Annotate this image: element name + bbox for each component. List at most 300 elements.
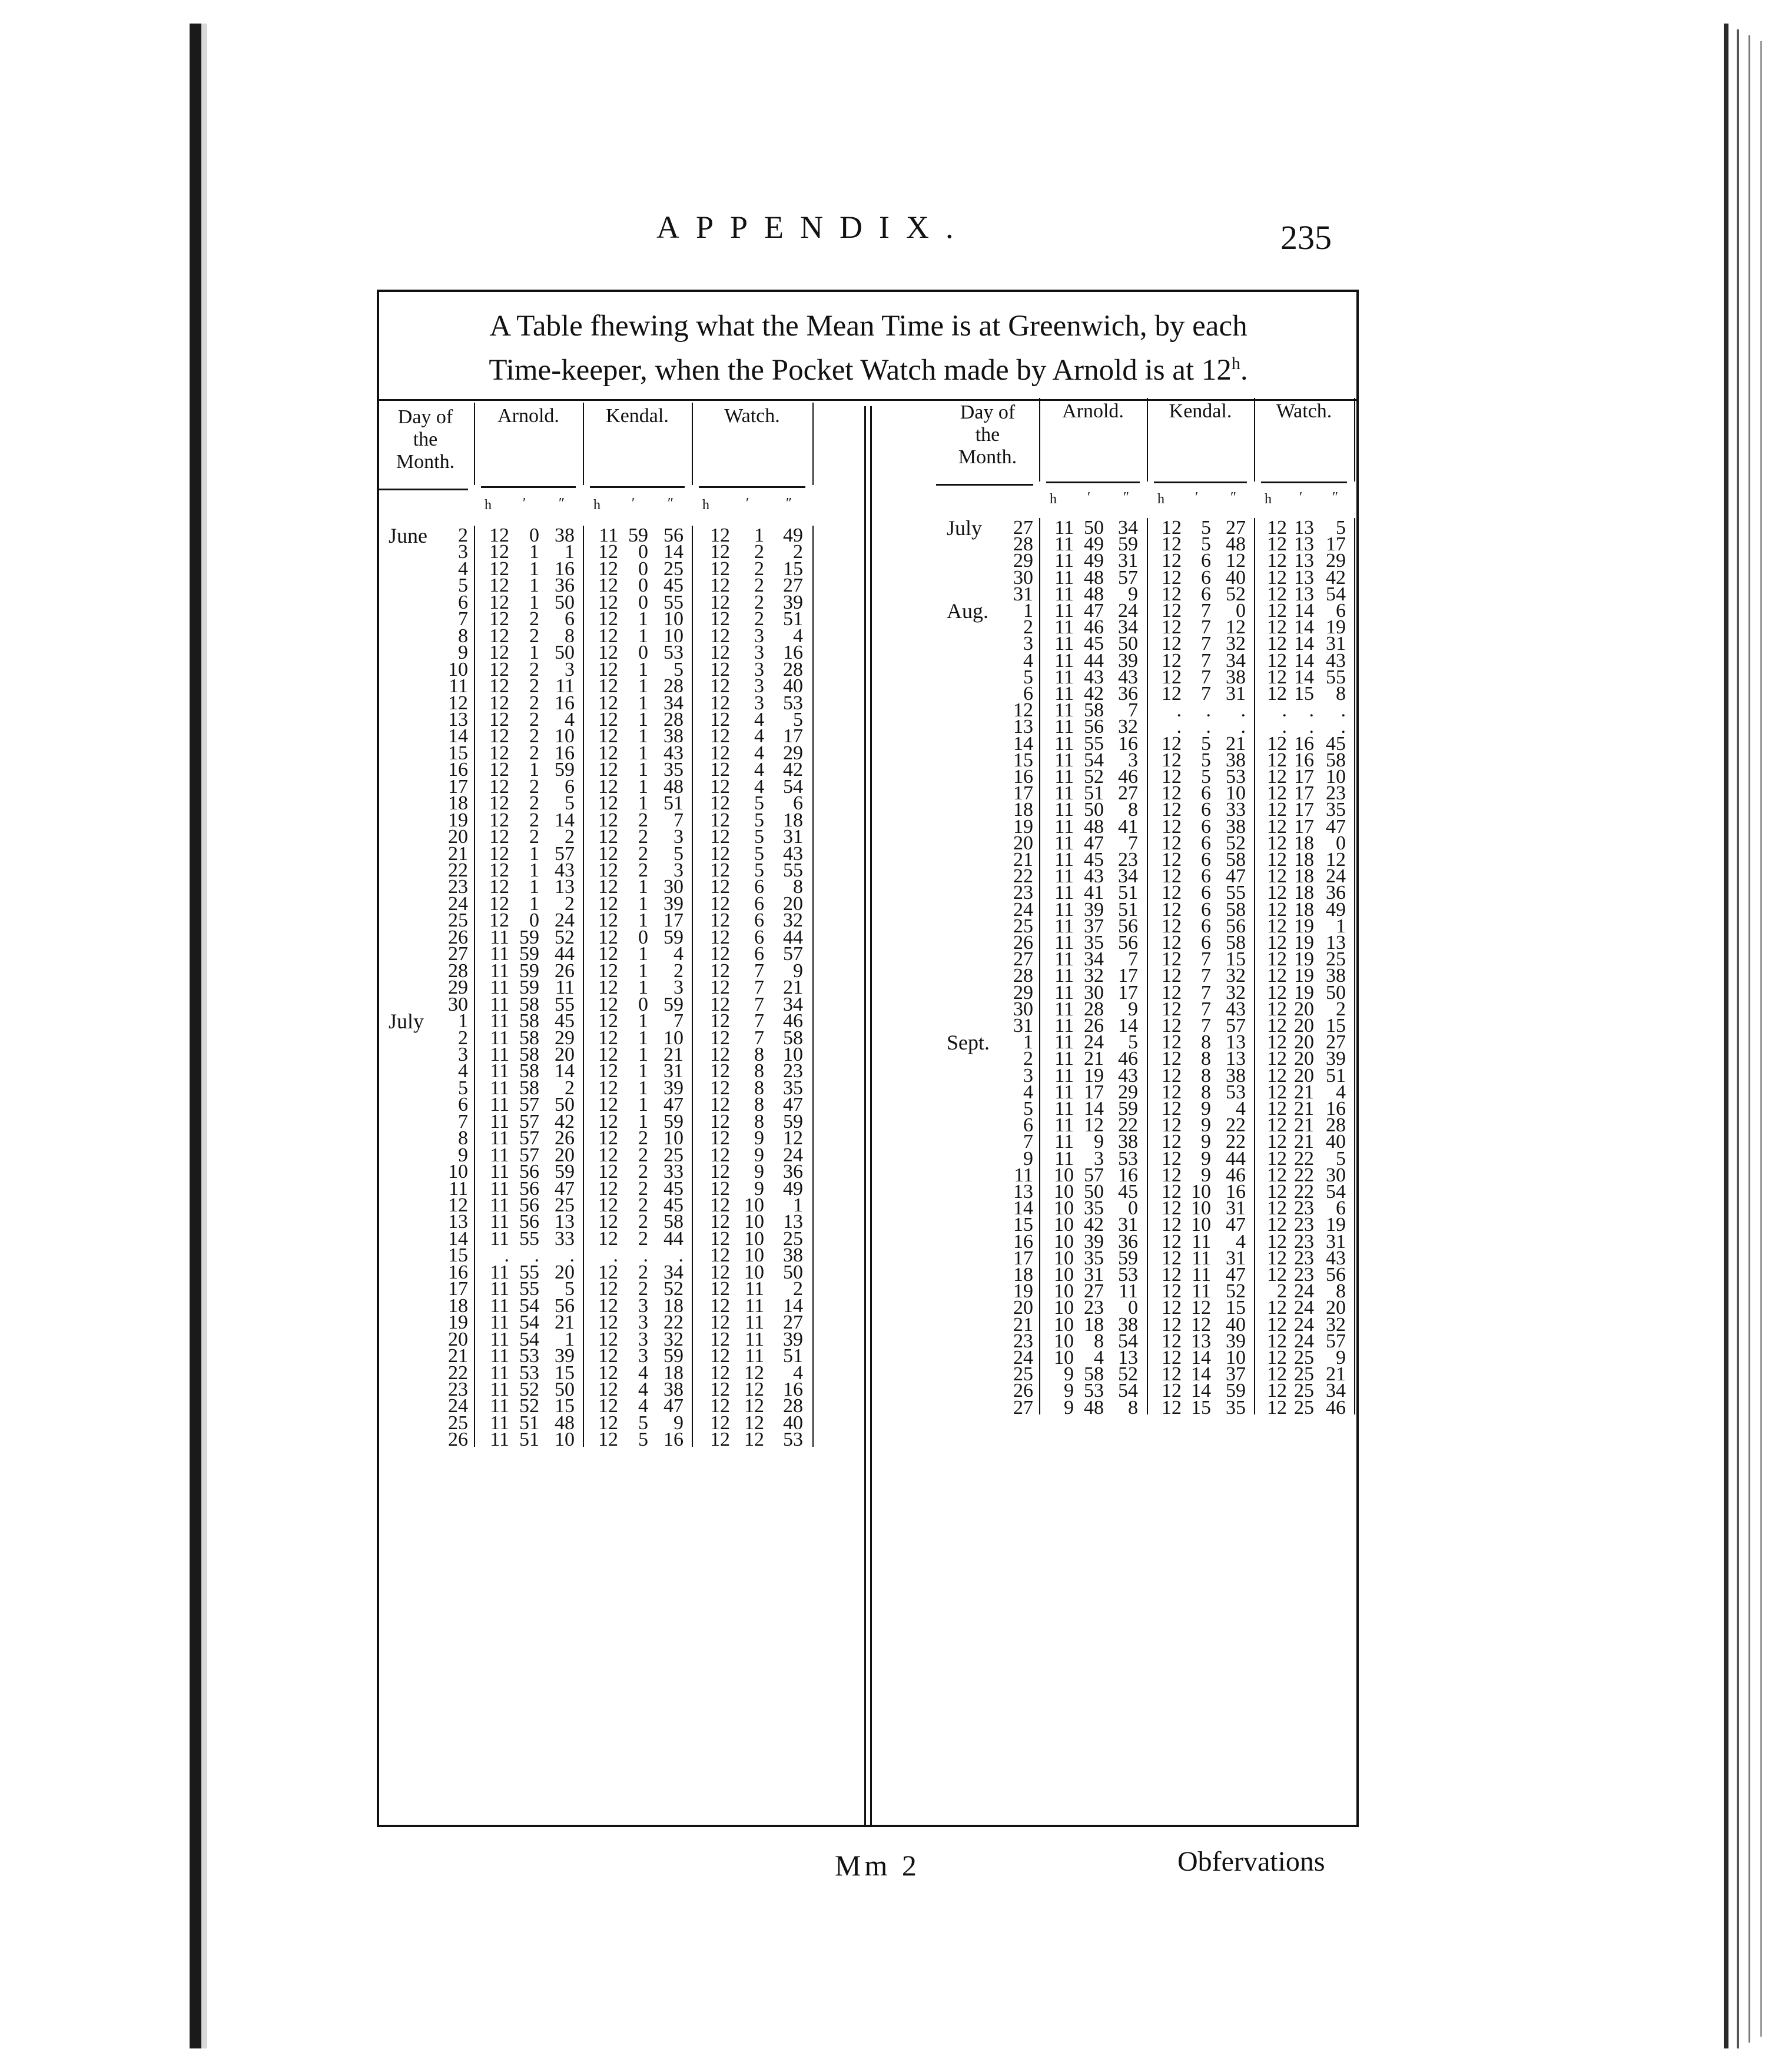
minutes-value: 10 [1191, 1214, 1211, 1236]
seconds-value: 56 [555, 1295, 575, 1317]
minutes-value: 34 [1084, 948, 1104, 970]
minutes-value: 58 [519, 1077, 539, 1099]
minutes-value: 7 [754, 1010, 764, 1032]
seconds-value: 3 [1128, 749, 1138, 771]
seconds-value: 1 [1336, 915, 1346, 937]
day-number: 31 [1013, 1015, 1033, 1037]
day-number: 21 [1013, 1314, 1033, 1336]
seconds-value: 18 [783, 809, 803, 831]
day-number: 29 [1013, 550, 1033, 572]
hours-value: 12 [1267, 1048, 1287, 1070]
hours-value: 12 [489, 792, 509, 814]
hours-value: 12 [1162, 1297, 1182, 1319]
hours-value: 12 [1162, 1330, 1182, 1352]
seconds-value: 56 [1118, 915, 1138, 937]
center-divider [864, 406, 866, 1826]
column-rule [590, 486, 685, 488]
minutes-value: 48 [1084, 567, 1104, 589]
minutes-value: 8 [754, 1094, 764, 1115]
minutes-unit-label: ′ [1087, 490, 1091, 505]
minutes-value: 1 [529, 558, 539, 580]
hours-value: 12 [598, 859, 618, 881]
hours-value: 12 [1162, 666, 1182, 688]
seconds-value: 54 [1326, 583, 1346, 605]
day-number: 31 [1013, 583, 1033, 605]
day-number: 18 [448, 792, 468, 814]
minutes-value: 16 [1294, 733, 1314, 755]
minutes-value: 1 [638, 742, 648, 764]
minutes-value: 20 [1294, 1031, 1314, 1053]
hours-value: 12 [598, 742, 618, 764]
seconds-value: 46 [783, 1010, 803, 1032]
hours-value: 10 [1054, 1164, 1074, 1186]
day-number: 21 [448, 843, 468, 865]
hours-value: 11 [1054, 1131, 1074, 1153]
minutes-value: 5 [754, 809, 764, 831]
minutes-value: 11 [745, 1295, 764, 1317]
minutes-value: 6 [1201, 932, 1211, 954]
seconds-value: . [1341, 716, 1346, 738]
minutes-value: 19 [1084, 1065, 1104, 1087]
minutes-value: 27 [1084, 1280, 1104, 1302]
hours-value: 12 [1162, 1314, 1182, 1336]
day-number: 14 [1013, 733, 1033, 755]
day-number: 18 [448, 1295, 468, 1317]
day-number: 14 [1013, 1197, 1033, 1219]
hours-value: 12 [1162, 932, 1182, 954]
minutes-value: 19 [1294, 948, 1314, 970]
minutes-value: 4 [1094, 1347, 1104, 1369]
minutes-value: 1 [638, 1060, 648, 1082]
minutes-value: 6 [1201, 782, 1211, 804]
hours-value: 11 [490, 994, 509, 1015]
minutes-value: 10 [744, 1211, 764, 1233]
hours-value: 12 [489, 843, 509, 865]
hours-value: 12 [1162, 650, 1182, 672]
hours-value: 12 [598, 1228, 618, 1250]
minutes-value: 13 [1294, 533, 1314, 555]
hours-value: 11 [1054, 932, 1074, 954]
minutes-value: 1 [529, 843, 539, 865]
minutes-unit-label: ′ [523, 496, 526, 511]
minutes-value: 7 [1201, 1015, 1211, 1037]
minutes-value: 9 [1201, 1114, 1211, 1136]
minutes-value: 54 [519, 1311, 539, 1333]
watch-column-header: Watch. [724, 405, 780, 427]
minutes-value: 1 [638, 977, 648, 998]
hours-value: 12 [1267, 1264, 1287, 1286]
minutes-value: 11 [1192, 1231, 1211, 1253]
minutes-value: 7 [754, 994, 764, 1015]
minutes-value: 26 [1084, 1015, 1104, 1037]
minutes-value: . [1309, 716, 1314, 738]
hours-value: 10 [1054, 1264, 1074, 1286]
seconds-value: 13 [1118, 1347, 1138, 1369]
hours-value: 12 [598, 1044, 618, 1065]
seconds-value: 43 [1118, 666, 1138, 688]
minutes-value: 1 [638, 893, 648, 915]
minutes-value: 14 [1191, 1380, 1211, 1402]
hours-value: 11 [490, 1379, 509, 1400]
hours-value: 12 [489, 826, 509, 848]
hours-value: 12 [1267, 982, 1287, 1004]
day-number: 24 [1013, 899, 1033, 921]
seconds-value: 23 [1326, 782, 1346, 804]
seconds-value: 31 [1226, 1197, 1246, 1219]
seconds-value: 55 [1226, 882, 1246, 904]
day-number: 28 [448, 960, 468, 982]
page-edge-line [1748, 35, 1750, 2043]
hours-value: 11 [490, 1295, 509, 1317]
minutes-value: 2 [529, 625, 539, 647]
column-divider [583, 403, 584, 485]
day-number: 19 [1013, 1280, 1033, 1302]
minutes-value: 1 [638, 1094, 648, 1115]
minutes-value: 1 [638, 625, 648, 647]
seconds-value: 34 [1118, 865, 1138, 887]
minutes-value: 13 [1294, 567, 1314, 589]
seconds-value: 58 [1226, 899, 1246, 921]
minutes-value: 59 [519, 977, 539, 998]
hours-value: 12 [710, 1127, 730, 1149]
hours-value: 12 [1267, 766, 1287, 788]
page-edge-line [1760, 41, 1762, 2037]
seconds-value: 53 [663, 642, 684, 663]
seconds-value: 1 [565, 541, 575, 563]
hours-value: 12 [489, 575, 509, 596]
seconds-value: 51 [663, 792, 684, 814]
minutes-value: 44 [1084, 650, 1104, 672]
hours-value: 12 [1162, 550, 1182, 572]
hours-value: 11 [490, 927, 509, 948]
column-divider [1039, 398, 1040, 482]
minutes-value: 7 [754, 960, 764, 982]
hours-value: 12 [710, 1144, 730, 1166]
minutes-value: 9 [754, 1161, 764, 1183]
seconds-value: 31 [1226, 1247, 1246, 1269]
seconds-value: 44 [1226, 1148, 1246, 1170]
seconds-value: 15 [783, 558, 803, 580]
hours-value: 12 [710, 524, 730, 546]
hours-value: 12 [598, 927, 618, 948]
seconds-value: 14 [783, 1295, 803, 1317]
minutes-value: 13 [1294, 517, 1314, 539]
hours-value: 11 [1054, 849, 1074, 871]
hours-value: 12 [598, 1060, 618, 1082]
minutes-value: 4 [638, 1362, 648, 1384]
minutes-value: 9 [1201, 1164, 1211, 1186]
day-number: 9 [458, 642, 468, 663]
hours-value: 12 [489, 659, 509, 680]
day-number: 3 [458, 541, 468, 563]
day-number: 23 [448, 876, 468, 898]
minutes-value: 4 [754, 742, 764, 764]
seconds-value: 47 [663, 1094, 684, 1115]
day-number: 6 [1023, 683, 1033, 705]
minutes-value: 6 [754, 909, 764, 931]
minutes-value: 19 [1294, 965, 1314, 987]
seconds-value: 38 [1226, 749, 1246, 771]
minutes-value: 25 [1294, 1363, 1314, 1385]
minutes-value: 1 [529, 893, 539, 915]
seconds-value: 12 [1226, 550, 1246, 572]
minutes-value: 17 [1294, 766, 1314, 788]
seconds-value: 33 [555, 1228, 575, 1250]
day-number: 22 [448, 1362, 468, 1384]
hours-value: 12 [710, 1178, 730, 1200]
day-number: 30 [448, 994, 468, 1015]
day-number: 9 [458, 1144, 468, 1166]
hours-value: 12 [710, 1362, 730, 1384]
minutes-value: 53 [519, 1362, 539, 1384]
minutes-value: 56 [519, 1161, 539, 1183]
hours-value: 12 [489, 893, 509, 915]
seconds-value: 45 [1326, 733, 1346, 755]
hours-value: 12 [489, 876, 509, 898]
minutes-value: 18 [1294, 865, 1314, 887]
seconds-value: 54 [783, 776, 803, 798]
seconds-value: 20 [555, 1261, 575, 1283]
hours-value: 12 [598, 977, 618, 998]
seconds-value: 43 [1326, 650, 1346, 672]
hours-value: 11 [1054, 865, 1074, 887]
hours-value: 12 [1267, 1081, 1287, 1103]
minutes-value: 1 [529, 575, 539, 596]
minutes-value: 2 [529, 826, 539, 848]
hours-value: 12 [598, 1261, 618, 1283]
seconds-value: 27 [1226, 517, 1246, 539]
seconds-value: 26 [555, 960, 575, 982]
hours-value: 12 [489, 725, 509, 747]
minutes-value: 2 [754, 608, 764, 630]
seconds-value: 56 [1118, 932, 1138, 954]
minutes-value: 7 [1201, 998, 1211, 1020]
seconds-value: 48 [1226, 533, 1246, 555]
minutes-value: 11 [1192, 1280, 1211, 1302]
minutes-value: 10 [744, 1194, 764, 1216]
hours-value: 12 [598, 558, 618, 580]
minutes-value: 5 [1201, 517, 1211, 539]
day-number: 25 [448, 1412, 468, 1434]
seconds-value: 38 [1226, 816, 1246, 838]
hours-value: 12 [1267, 1031, 1287, 1053]
seconds-value: 43 [663, 742, 684, 764]
hours-value: 12 [598, 1379, 618, 1400]
day-number: 13 [448, 1211, 468, 1233]
hours-value: 12 [1162, 1380, 1182, 1402]
hours-value: 12 [1267, 782, 1287, 804]
book-gutter-edge [201, 24, 207, 2048]
minutes-value: . [1309, 699, 1314, 721]
minutes-value: 58 [1084, 699, 1104, 721]
minutes-value: 7 [1201, 683, 1211, 705]
minutes-value: 12 [744, 1429, 764, 1450]
minutes-value: 50 [1084, 1181, 1104, 1203]
seconds-value: 45 [663, 1178, 684, 1200]
hours-value: 10 [1054, 1297, 1074, 1319]
minutes-value: 51 [519, 1412, 539, 1434]
hours-value: . [1282, 716, 1287, 738]
seconds-value: 16 [555, 742, 575, 764]
minutes-value: 3 [638, 1311, 648, 1333]
minutes-value: 9 [1094, 1131, 1104, 1153]
hours-value: 12 [1267, 998, 1287, 1020]
minutes-value: 2 [638, 1144, 648, 1166]
day-number: 15 [1013, 749, 1033, 771]
seconds-value: 32 [1118, 716, 1138, 738]
seconds-value: 45 [663, 1194, 684, 1216]
seconds-value: 8 [1128, 799, 1138, 821]
seconds-value: 34 [783, 994, 803, 1015]
hours-value: 12 [710, 1228, 730, 1250]
minutes-value: 37 [1084, 915, 1104, 937]
seconds-value: 59 [663, 1345, 684, 1367]
seconds-value: 50 [555, 642, 575, 663]
hours-value: 12 [1162, 948, 1182, 970]
seconds-value: 27 [1118, 782, 1138, 804]
minutes-value: 18 [1294, 899, 1314, 921]
minutes-value: 3 [754, 692, 764, 714]
seconds-value: 10 [663, 1027, 684, 1049]
minutes-value: 1 [638, 960, 648, 982]
hours-value: 12 [489, 709, 509, 730]
minutes-value: 6 [1201, 567, 1211, 589]
day-number: 24 [1013, 1347, 1033, 1369]
hours-value: 12 [710, 1329, 730, 1350]
minutes-value: 23 [1294, 1247, 1314, 1269]
hours-value: 11 [490, 1060, 509, 1082]
day-number: 15 [448, 1244, 468, 1266]
minutes-value: 8 [754, 1060, 764, 1082]
day-number: 10 [448, 659, 468, 680]
hours-value: 12 [598, 1329, 618, 1350]
seconds-value: 19 [1326, 1214, 1346, 1236]
minutes-value: . [1206, 699, 1211, 721]
seconds-value: 46 [1118, 1048, 1138, 1070]
hours-value: 11 [1054, 1048, 1074, 1070]
seconds-value: 55 [555, 994, 575, 1015]
day-number: 2 [458, 1027, 468, 1049]
seconds-value: 39 [555, 1345, 575, 1367]
minutes-value: 47 [1084, 832, 1104, 854]
hours-value: 12 [1162, 799, 1182, 821]
seconds-value: 44 [555, 943, 575, 965]
hours-value: . [613, 1244, 618, 1266]
minutes-value: 0 [638, 575, 648, 596]
seconds-value: 30 [663, 876, 684, 898]
day-number: 24 [448, 893, 468, 915]
column-rule [699, 486, 805, 488]
hours-value: 12 [598, 1077, 618, 1099]
minutes-value: 2 [529, 776, 539, 798]
seconds-value: 34 [663, 1261, 684, 1283]
day-number: 16 [1013, 1231, 1033, 1253]
minutes-value: 23 [1294, 1197, 1314, 1219]
seconds-value: 43 [1326, 1247, 1346, 1269]
minutes-value: 58 [519, 994, 539, 1015]
hours-value: 12 [1267, 616, 1287, 638]
hours-value: 12 [1162, 1131, 1182, 1153]
minutes-value: 59 [519, 927, 539, 948]
minutes-value: 9 [754, 1178, 764, 1200]
seconds-value: 17 [663, 909, 684, 931]
seconds-value: 32 [1226, 965, 1246, 987]
seconds-value: 2 [565, 826, 575, 848]
hours-value: 12 [1267, 517, 1287, 539]
seconds-value: 52 [1226, 1280, 1246, 1302]
minutes-value: 2 [529, 809, 539, 831]
hours-value: 12 [598, 659, 618, 680]
hours-value: 12 [1267, 932, 1287, 954]
minutes-value: 1 [529, 759, 539, 781]
minutes-value: 8 [1094, 1330, 1104, 1352]
seconds-value: 3 [565, 659, 575, 680]
hours-value: 12 [598, 909, 618, 931]
minutes-value: 12 [744, 1379, 764, 1400]
hours-value: 12 [1267, 583, 1287, 605]
minutes-value: 57 [519, 1094, 539, 1115]
hours-value: 12 [710, 826, 730, 848]
day-number: 2 [458, 524, 468, 546]
hours-value: 12 [710, 960, 730, 982]
minutes-value: 3 [638, 1329, 648, 1350]
hours-value: 11 [490, 1362, 509, 1384]
center-divider [870, 406, 872, 1826]
seconds-value: 50 [1326, 982, 1346, 1004]
day-number: 3 [1023, 1065, 1033, 1087]
seconds-value: 56 [1226, 915, 1246, 937]
seconds-value: 59 [663, 927, 684, 948]
month-label: July [947, 516, 983, 540]
hours-value: 12 [1162, 1197, 1182, 1219]
seconds-value: 36 [783, 1161, 803, 1183]
seconds-value: 9 [793, 960, 803, 982]
minutes-value: 14 [1191, 1363, 1211, 1385]
day-number: 4 [458, 558, 468, 580]
hours-value: 12 [598, 625, 618, 647]
hours-value: 12 [1162, 865, 1182, 887]
seconds-value: 25 [663, 1144, 684, 1166]
seconds-value: 15 [555, 1395, 575, 1417]
seconds-value: 54 [1326, 1181, 1346, 1203]
hours-value: 12 [710, 709, 730, 730]
seconds-value: 31 [663, 1060, 684, 1082]
hours-value: 12 [710, 977, 730, 998]
hours-value: 12 [1162, 683, 1182, 705]
day-number: 16 [1013, 766, 1033, 788]
seconds-value: 53 [783, 692, 803, 714]
minutes-value: 9 [754, 1144, 764, 1166]
minutes-value: 2 [638, 1194, 648, 1216]
seconds-value: 28 [1326, 1114, 1346, 1136]
hours-value: 12 [1162, 633, 1182, 655]
hours-value: 10 [1054, 1347, 1074, 1369]
hours-value: 12 [1267, 1098, 1287, 1120]
seconds-value: 31 [783, 826, 803, 848]
hours-value: 11 [490, 1395, 509, 1417]
seconds-value: 2 [793, 541, 803, 563]
minutes-value: 21 [1084, 1048, 1104, 1070]
hours-value: 12 [710, 1211, 730, 1233]
hours-value: 11 [1054, 982, 1074, 1004]
day-number: 28 [1013, 965, 1033, 987]
minutes-value: 13 [1294, 550, 1314, 572]
seconds-value: 14 [555, 1060, 575, 1082]
minutes-value: 54 [519, 1295, 539, 1317]
book-gutter-shadow [190, 24, 201, 2048]
minutes-value: 7 [1201, 982, 1211, 1004]
running-title: APPENDIX. [656, 210, 970, 245]
